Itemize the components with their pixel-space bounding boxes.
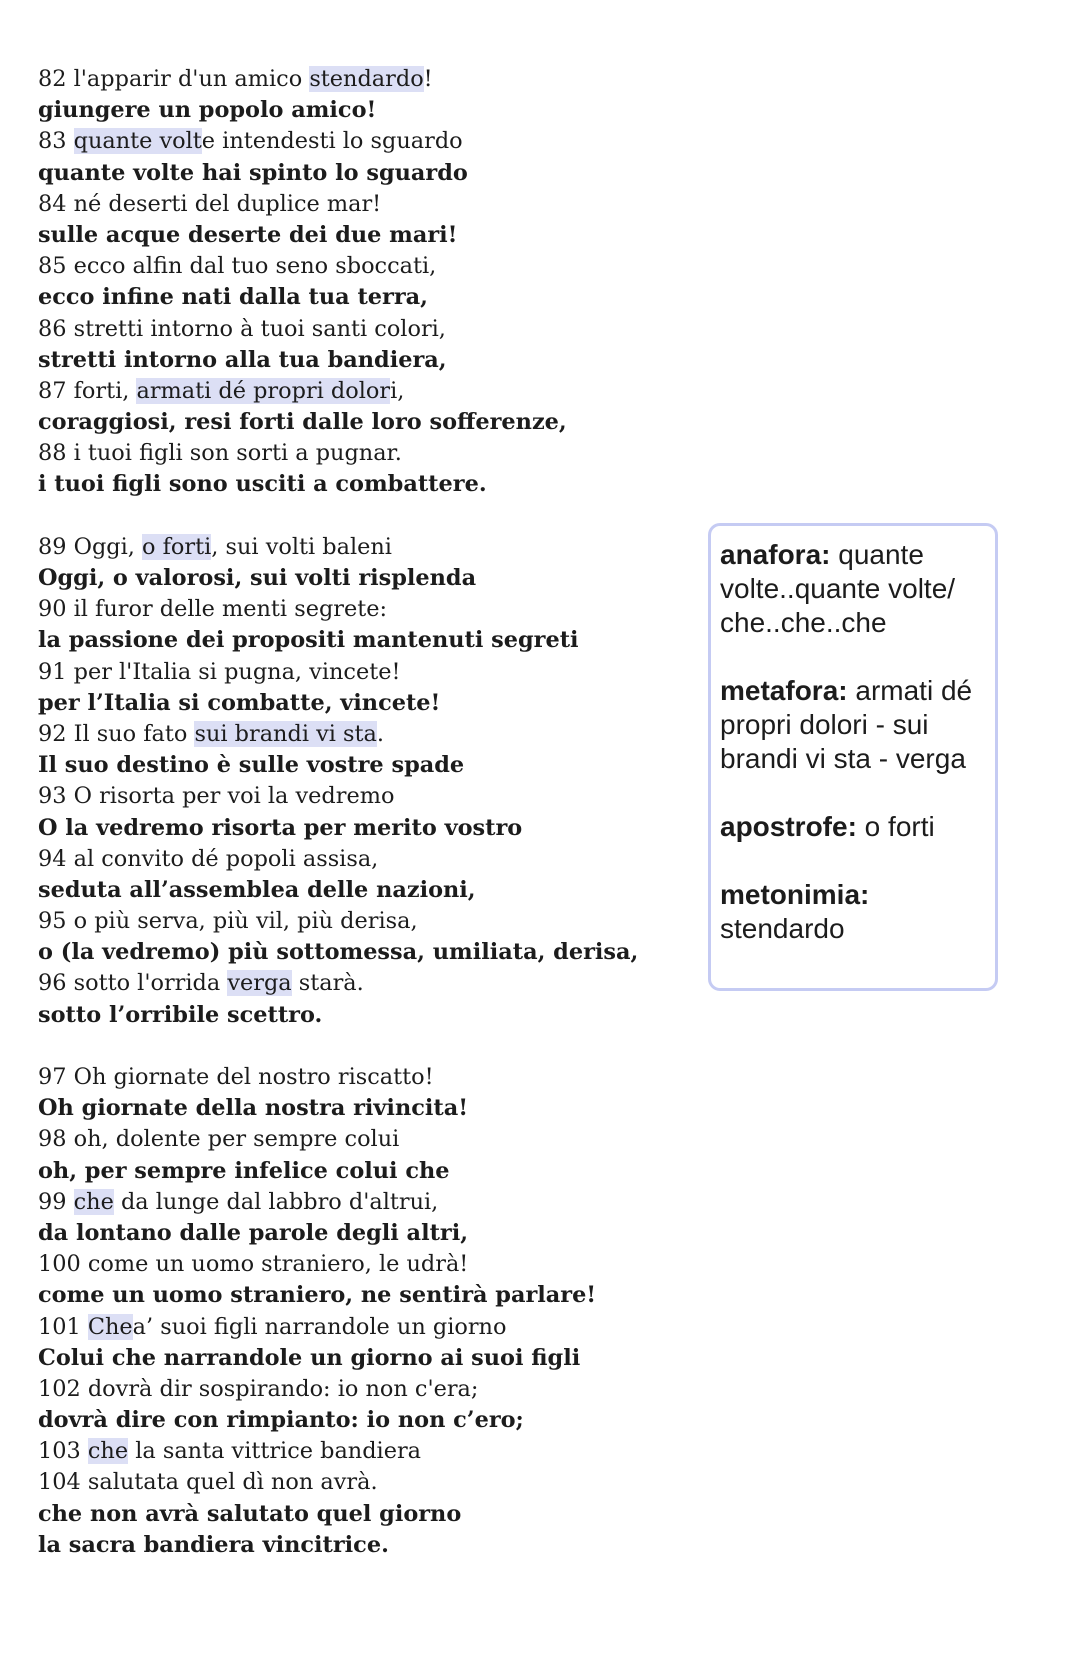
verse-text: Il suo destino è sulle vostre spade: [38, 752, 465, 779]
figure-example: quante volte..quante volte/ che..che..che: [720, 539, 956, 638]
verse-text: 90 il furor delle menti segrete:: [38, 596, 388, 623]
original-verse-line: [38, 251, 678, 282]
original-verse-line: [38, 906, 678, 937]
verse-text: come un uomo straniero, ne sentirà parlare!: [38, 1282, 597, 1309]
verse-text: sotto l’orribile scettro.: [38, 1001, 323, 1028]
figure-term: apostrofe:: [720, 811, 857, 842]
stanza: [38, 1062, 678, 1561]
figure-example: o forti: [856, 811, 935, 842]
original-verse-line: [38, 189, 678, 220]
verse-text: 102 dovrà dir sospirando: io non c'era;: [38, 1375, 479, 1402]
verse-text: O la vedremo risorta per merito vostro: [38, 814, 523, 841]
rhetorical-figure-note: [720, 878, 989, 946]
verse-text: o (la vedremo) più sottomessa, umiliata, derisa,: [38, 939, 639, 966]
verse-text: e intendesti lo sguardo: [201, 128, 463, 155]
original-verse-line: [38, 968, 678, 999]
verse-text: oh, per sempre infelice colui che: [38, 1157, 450, 1184]
translation-line: [38, 1218, 678, 1249]
verse-text: quante volte hai spinto lo sguardo: [38, 159, 468, 186]
translation-line: [38, 813, 678, 844]
verse-text: 93 O risorta per voi la vedremo: [38, 783, 395, 810]
translation-line: [38, 688, 678, 719]
verse-text: 100 come un uomo straniero, le udrà!: [38, 1251, 469, 1278]
verse-text: 84 né deserti del duplice mar!: [38, 190, 382, 217]
translation-line: [38, 937, 678, 968]
original-verse-line: [38, 719, 678, 750]
poem-text: [38, 64, 678, 1561]
verse-text: i tuoi figli sono usciti a combattere.: [38, 471, 487, 498]
translation-line: [38, 407, 678, 438]
stanza-gap: [38, 1031, 678, 1062]
original-verse-line: [38, 126, 678, 157]
highlighted-phrase: che: [73, 1188, 114, 1215]
stanza: [38, 532, 678, 1031]
original-verse-line: [38, 532, 678, 563]
verse-text: Oh giornate della nostra rivincita!: [38, 1095, 469, 1122]
original-verse-line: [38, 1062, 678, 1093]
highlighted-phrase: quante volt: [73, 128, 202, 155]
verse-text: 91 per l'Italia si pugna, vincete!: [38, 658, 401, 685]
original-verse-line: [38, 1187, 678, 1218]
original-verse-line: [38, 844, 678, 875]
translation-line: [38, 1499, 678, 1530]
verse-text: 101: [38, 1313, 88, 1340]
original-verse-line: [38, 314, 678, 345]
translation-line: [38, 875, 678, 906]
translation-line: [38, 1093, 678, 1124]
figure-term: metonimia:: [720, 879, 870, 910]
verse-text: !: [423, 66, 433, 92]
original-verse-line: [38, 657, 678, 688]
verse-text: la sacra bandiera vincitrice.: [38, 1531, 389, 1558]
verse-text: dovrà dire con rimpianto: io non c’ero;: [38, 1407, 524, 1434]
original-verse-line: [38, 1467, 678, 1498]
original-verse-line: [38, 438, 678, 469]
verse-text: che non avrà salutato quel giorno: [38, 1500, 462, 1527]
highlighted-phrase: stendardo: [309, 66, 424, 92]
verse-text: Oggi, o valorosi, sui volti risplenda: [38, 565, 477, 591]
verse-text: 95 o più serva, più vil, più derisa,: [38, 908, 418, 935]
verse-text: per l’Italia si combatte, vincete!: [38, 689, 441, 716]
figure-term: metafora:: [720, 675, 848, 706]
verse-text: giungere un popolo amico!: [38, 97, 377, 124]
translation-line: [38, 469, 678, 500]
verse-text: , sui volti baleni: [211, 533, 392, 560]
verse-text: i,: [390, 377, 405, 404]
verse-text: 83: [38, 128, 74, 155]
original-verse-line: [38, 781, 678, 812]
rhetorical-figure-note: [720, 538, 989, 640]
figure-example: stendardo: [720, 913, 845, 944]
highlighted-phrase: verga: [227, 970, 292, 997]
original-verse-line: [38, 376, 678, 407]
highlighted-phrase: armati dé propri dolor: [136, 377, 391, 404]
translation-line: [38, 158, 678, 189]
verse-text: 85 ecco alfin dal tuo seno sboccati,: [38, 253, 437, 280]
verse-text: 94 al convito dé popoli assisa,: [38, 845, 379, 872]
rhetorical-figure-note: [720, 810, 989, 844]
translation-line: [38, 1000, 678, 1031]
verse-text: 98 oh, dolente per sempre colui: [38, 1126, 400, 1153]
verse-text: la santa vittrice bandiera: [128, 1438, 422, 1465]
translation-line: [38, 345, 678, 376]
verse-text: seduta all’assemblea delle nazioni,: [38, 876, 476, 903]
verse-text: 86 stretti intorno à tuoi santi colori,: [38, 315, 446, 342]
rhetorical-figure-note: [720, 674, 989, 776]
verse-text: 88 i tuoi figli son sorti a pugnar.: [38, 440, 402, 467]
original-verse-line: [38, 594, 678, 625]
figures-of-speech-box: [708, 523, 998, 991]
figure-term: anafora:: [720, 539, 831, 570]
verse-text: 99: [38, 1188, 74, 1215]
stanza-gap: [38, 501, 678, 532]
verse-text: coraggiosi, resi forti dalle loro sofferenze,: [38, 409, 567, 436]
translation-line: [38, 220, 678, 251]
translation-line: [38, 563, 678, 594]
verse-text: .: [376, 720, 384, 747]
figure-example: armati dé propri dolori - sui brandi vi sta - verga: [720, 675, 973, 774]
verse-text: ecco infine nati dalla tua terra,: [38, 284, 428, 311]
translation-line: [38, 750, 678, 781]
verse-text: 87 forti,: [38, 377, 137, 404]
verse-text: Colui che narrandole un giorno ai suoi figli: [38, 1344, 581, 1371]
original-verse-line: [38, 1312, 678, 1343]
verse-text: 82 l'apparir d'un amico: [38, 66, 310, 92]
translation-line: [38, 1280, 678, 1311]
translation-line: [38, 1343, 678, 1374]
stanza: [38, 64, 678, 501]
original-verse-line: [38, 64, 678, 95]
original-verse-line: [38, 1249, 678, 1280]
translation-line: [38, 1530, 678, 1561]
original-verse-line: [38, 1436, 678, 1467]
translation-line: [38, 625, 678, 656]
original-verse-line: [38, 1124, 678, 1155]
verse-text: la passione dei propositi mantenuti segreti: [38, 627, 579, 654]
verse-text: 104 salutata quel dì non avrà.: [38, 1469, 378, 1496]
verse-text: 97 Oh giornate del nostro riscatto!: [38, 1064, 434, 1090]
verse-text: da lontano dalle parole degli altri,: [38, 1219, 469, 1246]
verse-text: stretti intorno alla tua bandiera,: [38, 346, 447, 373]
verse-text: starà.: [291, 970, 364, 997]
verse-text: 96 sotto l'orrida: [38, 970, 228, 997]
highlighted-phrase: Che: [87, 1313, 133, 1340]
verse-text: a’ suoi figli narrandole un giorno: [132, 1313, 507, 1340]
highlighted-phrase: o forti: [142, 533, 212, 560]
translation-line: [38, 1156, 678, 1187]
verse-text: 103: [38, 1438, 88, 1465]
translation-line: [38, 1405, 678, 1436]
original-verse-line: [38, 1374, 678, 1405]
verse-text: 89 Oggi,: [38, 533, 143, 560]
highlighted-phrase: sui brandi vi sta: [194, 720, 377, 747]
highlighted-phrase: che: [87, 1438, 129, 1465]
translation-line: [38, 282, 678, 313]
translation-line: [38, 95, 678, 126]
verse-text: da lunge dal labbro d'altrui,: [113, 1188, 439, 1215]
verse-text: 92 Il suo fato: [38, 720, 195, 747]
verse-text: sulle acque deserte dei due mari!: [38, 221, 458, 248]
